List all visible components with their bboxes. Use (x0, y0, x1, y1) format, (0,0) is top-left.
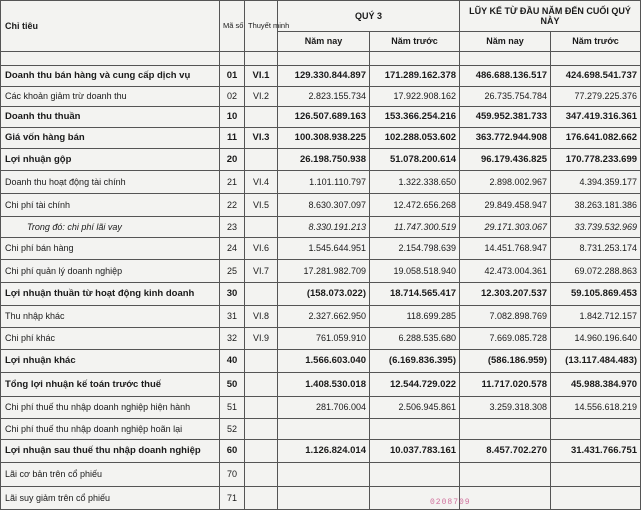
row-ytd-now: 8.457.702.270 (460, 440, 551, 463)
row-q3-prev: 2.506.945.861 (370, 397, 460, 419)
row-code: 23 (220, 217, 245, 238)
row-q3-prev: 1.322.338.650 (370, 171, 460, 194)
header-q3-nam-truoc: Năm trước (370, 32, 460, 52)
table-row (1, 217, 641, 238)
row-ytd-prev: 14.960.196.640 (551, 328, 641, 350)
row-q3-prev: 10.037.783.161 (370, 440, 460, 463)
row-ytd-now: 11.717.020.578 (460, 373, 551, 397)
row-q3-prev: 11.747.300.519 (370, 217, 460, 238)
row-q3-prev: 17.922.908.162 (370, 87, 460, 107)
row-code: 10 (220, 107, 245, 128)
row-ytd-prev: 77.279.225.376 (551, 87, 641, 107)
row-ytd-prev: 8.731.253.174 (551, 238, 641, 260)
row-code: 70 (220, 463, 245, 487)
row-name: Các khoản giảm trừ doanh thu (1, 87, 220, 107)
table-row (1, 87, 641, 107)
row-ytd-prev: 4.394.359.177 (551, 171, 641, 194)
row-ytd-prev: (13.117.484.483) (551, 350, 641, 373)
row-name: Doanh thu hoạt động tài chính (1, 171, 220, 194)
row-ytd-now (460, 487, 551, 510)
row-ytd-prev: 1.842.712.157 (551, 306, 641, 328)
row-ytd-now: 14.451.768.947 (460, 238, 551, 260)
row-q3-now: 26.198.750.938 (278, 149, 370, 171)
table-row (1, 283, 641, 306)
row-q3-now: 761.059.910 (278, 328, 370, 350)
row-ytd-now: 7.669.085.728 (460, 328, 551, 350)
row-note (245, 487, 278, 510)
row-name: Giá vốn hàng bán (1, 128, 220, 149)
row-name: Lợi nhuận khác (1, 350, 220, 373)
row-ytd-now: 3.259.318.308 (460, 397, 551, 419)
row-q3-prev: (6.169.836.395) (370, 350, 460, 373)
row-ytd-now: 12.303.207.537 (460, 283, 551, 306)
table-row (1, 171, 641, 194)
row-ytd-now: 96.179.436.825 (460, 149, 551, 171)
row-code: 22 (220, 194, 245, 217)
row-ytd-prev: 33.739.532.969 (551, 217, 641, 238)
row-note (245, 350, 278, 373)
row-name: Lợi nhuận sau thuế thu nhập doanh nghiệp (1, 440, 220, 463)
row-code: 51 (220, 397, 245, 419)
row-note (245, 419, 278, 440)
row-ytd-now: 26.735.754.784 (460, 87, 551, 107)
row-ytd-prev: 347.419.316.361 (551, 107, 641, 128)
row-q3-now: 1.545.644.951 (278, 238, 370, 260)
row-code: 24 (220, 238, 245, 260)
row-ytd-now (460, 463, 551, 487)
row-note (245, 107, 278, 128)
header-chi-tieu: Chỉ tiêu (1, 1, 220, 52)
row-q3-prev: 153.366.254.216 (370, 107, 460, 128)
row-ytd-prev: 170.778.233.699 (551, 149, 641, 171)
row-ytd-prev (551, 487, 641, 510)
header-thuyet-minh: Thuyết minh (245, 1, 278, 52)
row-q3-now: 1.126.824.014 (278, 440, 370, 463)
row-q3-now: 1.566.603.040 (278, 350, 370, 373)
row-q3-now: 129.330.844.897 (278, 66, 370, 87)
table-row (1, 107, 641, 128)
row-name: Doanh thu thuần (1, 107, 220, 128)
row-q3-now: 2.823.155.734 (278, 87, 370, 107)
header-ytd-nam-nay: Năm nay (460, 32, 551, 52)
row-ytd-now: (586.186.959) (460, 350, 551, 373)
row-code: 01 (220, 66, 245, 87)
row-q3-prev: 18.714.565.417 (370, 283, 460, 306)
table-row (1, 260, 641, 283)
row-name: Lợi nhuận gộp (1, 149, 220, 171)
row-q3-now: (158.073.022) (278, 283, 370, 306)
table-row (1, 397, 641, 419)
row-note (245, 440, 278, 463)
row-name: Chi phí khác (1, 328, 220, 350)
row-ytd-prev (551, 463, 641, 487)
row-q3-prev: 118.699.285 (370, 306, 460, 328)
table-row (1, 194, 641, 217)
header-ma-so: Mã số (220, 1, 245, 52)
row-q3-now: 100.308.938.225 (278, 128, 370, 149)
row-q3-prev: 102.288.053.602 (370, 128, 460, 149)
header-quy-3: QUÝ 3 (278, 1, 460, 32)
row-q3-now (278, 419, 370, 440)
row-note: VI.1 (245, 66, 278, 87)
row-q3-now: 8.630.307.097 (278, 194, 370, 217)
row-ytd-prev: 59.105.869.453 (551, 283, 641, 306)
row-code: 11 (220, 128, 245, 149)
row-ytd-prev (551, 419, 641, 440)
row-code: 52 (220, 419, 245, 440)
row-note (245, 283, 278, 306)
header-spacer-row (1, 52, 641, 66)
row-note: VI.9 (245, 328, 278, 350)
row-q3-prev (370, 463, 460, 487)
row-note: VI.2 (245, 87, 278, 107)
row-ytd-prev: 424.698.541.737 (551, 66, 641, 87)
row-code: 50 (220, 373, 245, 397)
row-q3-prev: 12.544.729.022 (370, 373, 460, 397)
header-luy-ke: LŨY KẾ TỪ ĐẦU NĂM ĐẾN CUỐI QUÝ NÀY (460, 1, 641, 32)
row-ytd-prev: 14.556.618.219 (551, 397, 641, 419)
row-name: Lợi nhuận thuần từ hoạt động kinh doanh (1, 283, 220, 306)
row-code: 21 (220, 171, 245, 194)
row-ytd-prev: 45.988.384.970 (551, 373, 641, 397)
table-row (1, 487, 641, 510)
row-ytd-prev: 38.263.181.386 (551, 194, 641, 217)
row-ytd-now: 459.952.381.733 (460, 107, 551, 128)
row-note: VI.4 (245, 171, 278, 194)
table-row (1, 373, 641, 397)
row-ytd-now: 2.898.002.967 (460, 171, 551, 194)
row-code: 31 (220, 306, 245, 328)
row-code: 40 (220, 350, 245, 373)
table-row (1, 66, 641, 87)
row-note: VI.3 (245, 128, 278, 149)
row-ytd-now: 29.849.458.947 (460, 194, 551, 217)
row-code: 20 (220, 149, 245, 171)
row-q3-now (278, 487, 370, 510)
row-ytd-prev: 69.072.288.863 (551, 260, 641, 283)
row-name: Thu nhập khác (1, 306, 220, 328)
table-row (1, 328, 641, 350)
row-code: 25 (220, 260, 245, 283)
row-note (245, 149, 278, 171)
row-note: VI.5 (245, 194, 278, 217)
row-note (245, 217, 278, 238)
table-row (1, 419, 641, 440)
row-code: 30 (220, 283, 245, 306)
header-ytd-nam-truoc: Năm trước (551, 32, 641, 52)
row-q3-prev: 12.472.656.268 (370, 194, 460, 217)
row-name: Tổng lợi nhuận kế toán trước thuế (1, 373, 220, 397)
row-ytd-prev: 31.431.766.751 (551, 440, 641, 463)
table-row (1, 128, 641, 149)
row-name: Lãi cơ bản trên cổ phiếu (1, 463, 220, 487)
row-name: Chi phí thuế thu nhập doanh nghiệp hoãn lại (1, 419, 220, 440)
row-q3-prev (370, 419, 460, 440)
row-ytd-now: 29.171.303.067 (460, 217, 551, 238)
row-q3-now (278, 463, 370, 487)
header-q3-nam-nay: Năm nay (278, 32, 370, 52)
row-name: Chi phí bán hàng (1, 238, 220, 260)
row-q3-prev: 171.289.162.378 (370, 66, 460, 87)
table-body (1, 66, 641, 510)
table-row (1, 440, 641, 463)
row-note: VI.7 (245, 260, 278, 283)
row-ytd-now: 7.082.898.769 (460, 306, 551, 328)
row-q3-prev: 6.288.535.680 (370, 328, 460, 350)
row-q3-prev: 51.078.200.614 (370, 149, 460, 171)
row-name: Lãi suy giảm trên cổ phiếu (1, 487, 220, 510)
row-ytd-now: 486.688.136.517 (460, 66, 551, 87)
row-q3-prev: 19.058.518.940 (370, 260, 460, 283)
row-note (245, 373, 278, 397)
row-note (245, 397, 278, 419)
row-note (245, 463, 278, 487)
row-q3-prev: 2.154.798.639 (370, 238, 460, 260)
row-ytd-now: 42.473.004.361 (460, 260, 551, 283)
row-code: 60 (220, 440, 245, 463)
row-q3-now: 2.327.662.950 (278, 306, 370, 328)
table-row (1, 306, 641, 328)
row-q3-now: 17.281.982.709 (278, 260, 370, 283)
row-ytd-now (460, 419, 551, 440)
row-q3-now: 8.330.191.213 (278, 217, 370, 238)
row-code: 71 (220, 487, 245, 510)
table-row (1, 149, 641, 171)
row-note: VI.8 (245, 306, 278, 328)
row-name: Trong đó: chi phí lãi vay (1, 217, 220, 238)
row-q3-now: 126.507.689.163 (278, 107, 370, 128)
row-ytd-now: 363.772.944.908 (460, 128, 551, 149)
table-row (1, 463, 641, 487)
row-q3-now: 1.101.110.797 (278, 171, 370, 194)
row-name: Chi phí quản lý doanh nghiệp (1, 260, 220, 283)
table-row (1, 238, 641, 260)
table-row (1, 350, 641, 373)
stamp-text: 0208709 (430, 498, 471, 507)
row-name: Chi phí tài chính (1, 194, 220, 217)
row-note: VI.6 (245, 238, 278, 260)
row-name: Doanh thu bán hàng và cung cấp dịch vụ (1, 66, 220, 87)
row-q3-now: 1.408.530.018 (278, 373, 370, 397)
row-ytd-prev: 176.641.082.662 (551, 128, 641, 149)
row-name: Chi phí thuế thu nhập doanh nghiệp hiện hành (1, 397, 220, 419)
row-code: 32 (220, 328, 245, 350)
row-code: 02 (220, 87, 245, 107)
row-q3-now: 281.706.004 (278, 397, 370, 419)
